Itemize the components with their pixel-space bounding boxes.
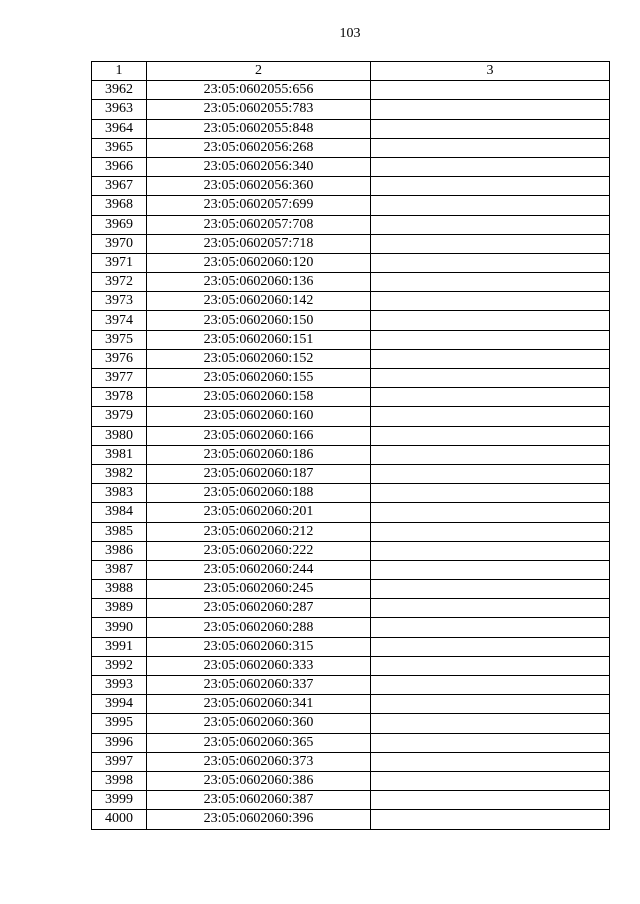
row-number-cell: 3963 [92,100,147,119]
row-number-cell: 3972 [92,273,147,292]
cadastral-number-cell: 23:05:0602060:244 [147,560,371,579]
table-row [92,292,610,311]
note-cell [371,253,610,272]
column-header-3: 3 [371,62,610,81]
table-row [92,656,610,675]
cadastral-number-cell: 23:05:0602060:360 [147,714,371,733]
row-number-cell: 3976 [92,349,147,368]
note-cell [371,695,610,714]
cadastral-number-cell: 23:05:0602060:120 [147,253,371,272]
note-cell [371,618,610,637]
table-row [92,560,610,579]
table-row [92,771,610,790]
page-number: 103 [339,26,361,41]
note-cell [371,330,610,349]
table-row [92,349,610,368]
table-row [92,407,610,426]
note-cell [371,369,610,388]
row-number-cell: 3978 [92,388,147,407]
table-header [92,62,610,81]
note-cell [371,177,610,196]
cadastral-number-cell: 23:05:0602060:222 [147,541,371,560]
note-cell [371,196,610,215]
cadastral-number-cell: 23:05:0602057:718 [147,234,371,253]
table-row [92,100,610,119]
row-number-cell: 3965 [92,138,147,157]
row-number-cell: 3973 [92,292,147,311]
table-row [92,81,610,100]
note-cell [371,752,610,771]
note-cell [371,580,610,599]
row-number-cell: 3970 [92,234,147,253]
cadastral-number-cell: 23:05:0602060:387 [147,791,371,810]
cadastral-number-cell: 23:05:0602060:136 [147,273,371,292]
cadastral-number-cell: 23:05:0602060:341 [147,695,371,714]
note-cell [371,407,610,426]
cadastral-number-cell: 23:05:0602060:288 [147,618,371,637]
note-cell [371,637,610,656]
table-row [92,618,610,637]
cadastral-number-cell: 23:05:0602060:152 [147,349,371,368]
table-row [92,810,610,829]
row-number-cell: 4000 [92,810,147,829]
row-number-cell: 3994 [92,695,147,714]
cadastral-number-cell: 23:05:0602060:142 [147,292,371,311]
table-row [92,253,610,272]
cadastral-number-cell: 23:05:0602060:155 [147,369,371,388]
table-body [92,81,610,829]
cadastral-number-cell: 23:05:0602060:187 [147,464,371,483]
row-number-cell: 3968 [92,196,147,215]
cadastral-number-cell: 23:05:0602055:848 [147,119,371,138]
row-number-cell: 3987 [92,560,147,579]
cadastral-number-cell: 23:05:0602060:365 [147,733,371,752]
table-row [92,714,610,733]
table-row [92,541,610,560]
cadastral-number-cell: 23:05:0602060:201 [147,503,371,522]
note-cell [371,541,610,560]
cadastral-number-cell: 23:05:0602060:373 [147,752,371,771]
column-header-1: 1 [92,62,147,81]
table-row [92,637,610,656]
cadastral-number-cell: 23:05:0602060:160 [147,407,371,426]
note-cell [371,599,610,618]
table-row [92,196,610,215]
row-number-cell: 3985 [92,522,147,541]
cadastral-number-cell: 23:05:0602060:337 [147,676,371,695]
cadastral-number-cell: 23:05:0602060:150 [147,311,371,330]
row-number-cell: 3984 [92,503,147,522]
row-number-cell: 3989 [92,599,147,618]
table-row [92,752,610,771]
note-cell [371,349,610,368]
cadastral-number-cell: 23:05:0602055:783 [147,100,371,119]
row-number-cell: 3975 [92,330,147,349]
table-row [92,676,610,695]
table-row [92,599,610,618]
cadastral-number-cell: 23:05:0602060:396 [147,810,371,829]
cadastral-number-cell: 23:05:0602060:386 [147,771,371,790]
note-cell [371,292,610,311]
table-row [92,733,610,752]
cadastral-number-cell: 23:05:0602060:151 [147,330,371,349]
table-row [92,234,610,253]
row-number-cell: 3997 [92,752,147,771]
note-cell [371,810,610,829]
table-row [92,484,610,503]
row-number-cell: 3967 [92,177,147,196]
table-row [92,445,610,464]
note-cell [371,464,610,483]
note-cell [371,676,610,695]
table-row [92,311,610,330]
table-row [92,119,610,138]
cadastral-number-cell: 23:05:0602060:287 [147,599,371,618]
row-number-cell: 3964 [92,119,147,138]
note-cell [371,791,610,810]
cadastral-number-cell: 23:05:0602060:158 [147,388,371,407]
note-cell [371,234,610,253]
table-row [92,330,610,349]
note-cell [371,714,610,733]
row-number-cell: 3962 [92,81,147,100]
note-cell [371,81,610,100]
cadastral-number-cell: 23:05:0602057:708 [147,215,371,234]
table-row [92,273,610,292]
row-number-cell: 3980 [92,426,147,445]
note-cell [371,100,610,119]
note-cell [371,445,610,464]
header-row [92,62,610,81]
table-row [92,426,610,445]
note-cell [371,273,610,292]
cadastral-number-cell: 23:05:0602057:699 [147,196,371,215]
cadastral-number-cell: 23:05:0602055:656 [147,81,371,100]
table-row [92,464,610,483]
table-row [92,138,610,157]
row-number-cell: 3981 [92,445,147,464]
note-cell [371,426,610,445]
note-cell [371,119,610,138]
table-row [92,791,610,810]
row-number-cell: 3986 [92,541,147,560]
cadastral-number-cell: 23:05:0602060:166 [147,426,371,445]
table-row [92,369,610,388]
table-row [92,215,610,234]
note-cell [371,771,610,790]
table-row [92,157,610,176]
cadastral-number-cell: 23:05:0602060:188 [147,484,371,503]
cadastral-number-cell: 23:05:0602056:268 [147,138,371,157]
table-row [92,695,610,714]
row-number-cell: 3971 [92,253,147,272]
row-number-cell: 3977 [92,369,147,388]
row-number-cell: 3990 [92,618,147,637]
table-row [92,522,610,541]
cadastral-number-cell: 23:05:0602060:186 [147,445,371,464]
table-row [92,388,610,407]
row-number-cell: 3991 [92,637,147,656]
row-number-cell: 3983 [92,484,147,503]
row-number-cell: 3993 [92,676,147,695]
note-cell [371,484,610,503]
note-cell [371,522,610,541]
note-cell [371,311,610,330]
row-number-cell: 3988 [92,580,147,599]
table-row [92,580,610,599]
row-number-cell: 3996 [92,733,147,752]
note-cell [371,388,610,407]
cadastral-number-cell: 23:05:0602060:315 [147,637,371,656]
note-cell [371,560,610,579]
note-cell [371,656,610,675]
note-cell [371,157,610,176]
row-number-cell: 3998 [92,771,147,790]
cadastral-number-cell: 23:05:0602060:212 [147,522,371,541]
note-cell [371,215,610,234]
cadastral-number-cell: 23:05:0602056:340 [147,157,371,176]
row-number-cell: 3992 [92,656,147,675]
column-header-2: 2 [147,62,371,81]
table-row [92,177,610,196]
note-cell [371,733,610,752]
cadastral-number-cell: 23:05:0602060:333 [147,656,371,675]
row-number-cell: 3974 [92,311,147,330]
cadastral-number-cell: 23:05:0602060:245 [147,580,371,599]
row-number-cell: 3995 [92,714,147,733]
row-number-cell: 3969 [92,215,147,234]
row-number-cell: 3982 [92,464,147,483]
cadastral-table [91,61,610,830]
row-number-cell: 3966 [92,157,147,176]
cadastral-number-cell: 23:05:0602056:360 [147,177,371,196]
note-cell [371,503,610,522]
note-cell [371,138,610,157]
row-number-cell: 3979 [92,407,147,426]
row-number-cell: 3999 [92,791,147,810]
table-row [92,503,610,522]
